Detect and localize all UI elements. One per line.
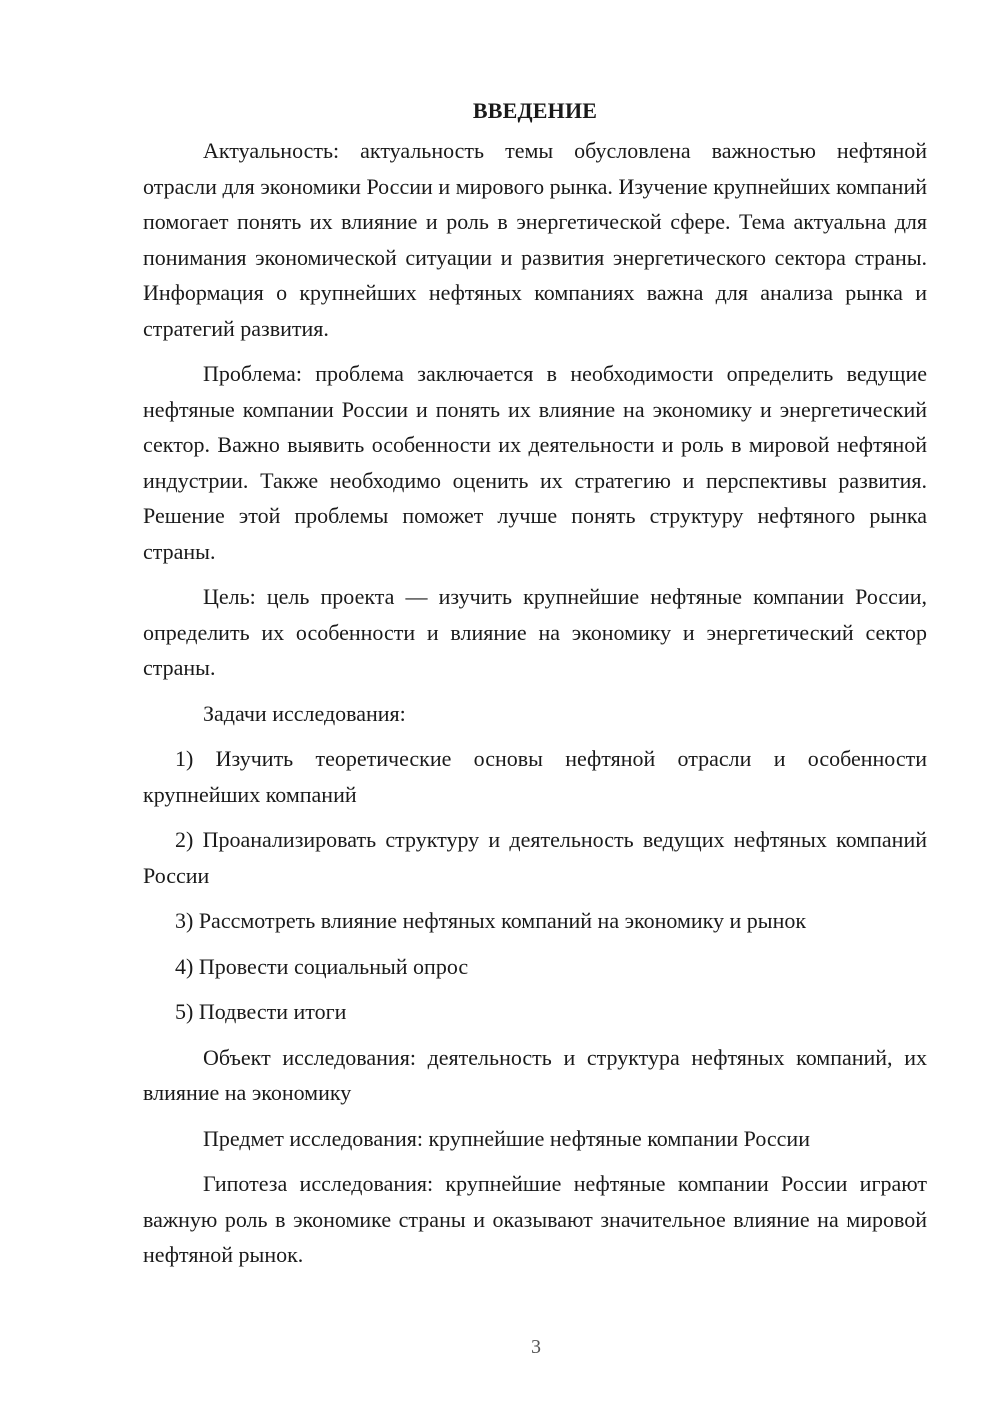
paragraph-relevance: Актуальность: актуальность темы обусловлена важностью нефтяной отрасли для экономики России и мирового рынка. Изучение крупнейших компаний помогает понять их влияние и роль в энергетической сфере. Тема актуальна для понимания экономической ситуации и развития энергетического сектора страны. Информация о крупнейших нефтяных компаниях важна для анализа рынка и стратегий развития. (143, 138, 927, 341)
page-content (143, 97, 927, 1283)
task-item-3: 3) Рассмотреть влияние нефтяных компаний на экономику и рынок (175, 908, 807, 933)
task-item-2: 2) Проанализировать структуру и деятельность ведущих нефтяных компаний России (143, 827, 927, 888)
paragraph-tasks-heading: Задачи исследования: (203, 700, 406, 726)
paragraph-hypothesis: Гипотеза исследования: крупнейшие нефтяные компании России играют важную роль в экономике страны и оказывают значительное влияние на мировой нефтяной рынок. (143, 1171, 927, 1267)
task-item-1: 1) Изучить теоретические основы нефтяной отрасли и особенности крупнейших компаний (143, 746, 927, 807)
page-number: 3 (531, 1336, 541, 1358)
paragraph-problem: Проблема: проблема заключается в необходимости определить ведущие нефтяные компании России и понять их влияние на экономику и энергетический сектор. Важно выявить особенности их деятельности и роль в мировой нефтяной индустрии. Также необходимо оценить их стратегию и перспективы развития. Решение этой проблемы поможет лучше понять структуру нефтяного рынка страны. (143, 361, 927, 564)
paragraph-goal: Цель: цель проекта — изучить крупнейшие нефтяные компании России, определить их особенности и влияние на экономику и энергетический сектор страны. (143, 584, 927, 680)
section-title: ВВЕДЕНИЕ (472, 98, 598, 123)
task-item-5: 5) Подвести итоги (175, 999, 347, 1024)
task-item-4: 4) Провести социальный опрос (175, 953, 469, 979)
paragraph-subject: Предмет исследования: крупнейшие нефтяные компании России (203, 1125, 810, 1151)
paragraph-object: Объект исследования: деятельность и структура нефтяных компаний, их влияние на экономику (143, 1044, 927, 1105)
